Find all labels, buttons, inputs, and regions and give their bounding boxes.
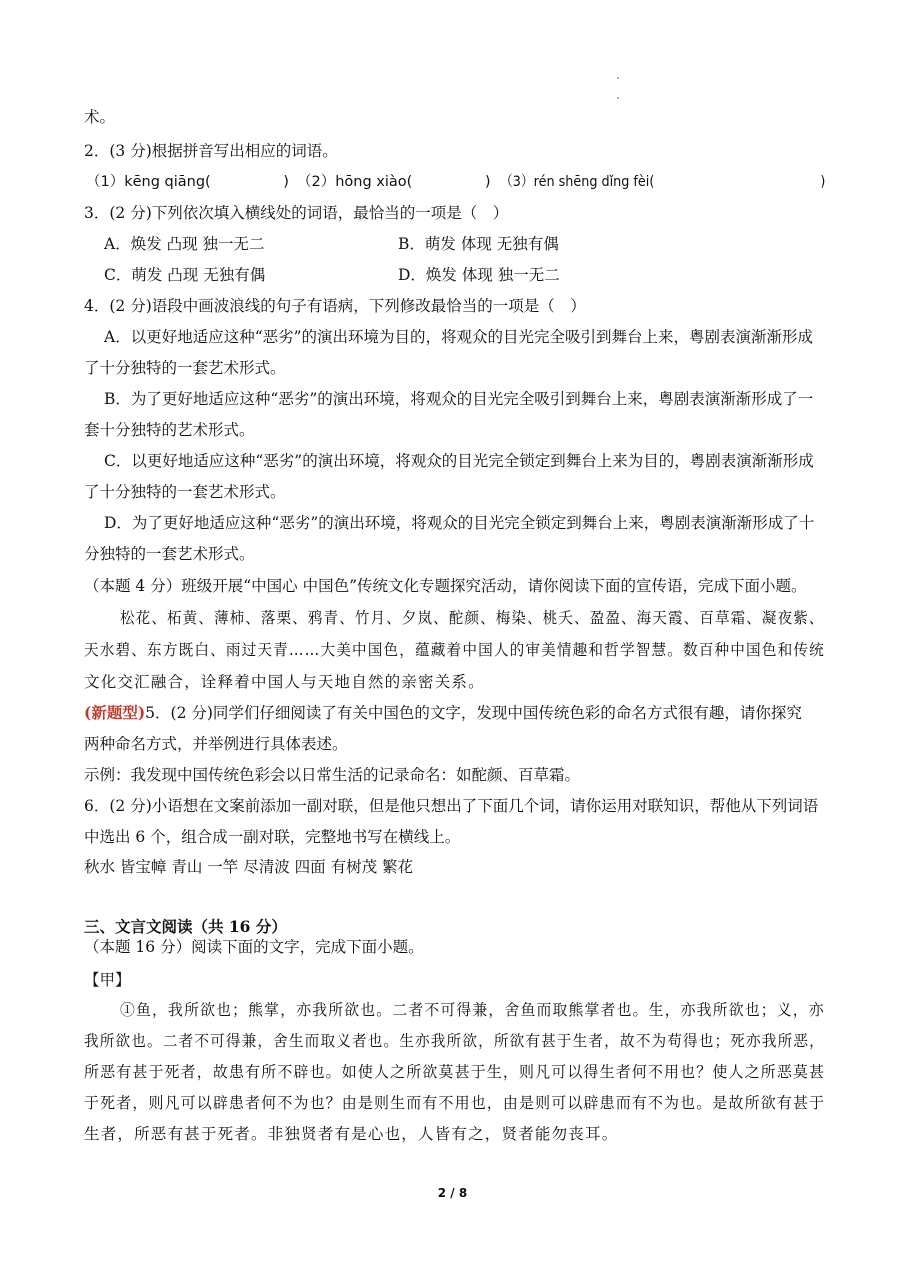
classical-text-line: 于死者，则凡可以辟患者何不为也？由是则生而有不用也，由是则可以辟患而有不为也。是故所欲有甚于	[84, 1094, 826, 1112]
question-5-cont: 两种命名方式，并举例进行具体表述。	[84, 735, 348, 753]
question-3: 3．(2 分)下列依次填入横线处的词语，最恰当的一项是（ ）	[84, 204, 509, 222]
q3-option-c: C．萌发 凸现 无独有偶	[104, 266, 266, 284]
question-4: 4．(2 分)语段中画波浪线的句子有语病，下列修改最恰当的一项是（ ）	[84, 297, 586, 315]
section-3-intro: （本题 16 分）阅读下面的文字，完成下面小题。	[84, 938, 424, 956]
question-6-cont: 中选出 6 个，组合成一副对联，完整地书写在横线上。	[84, 828, 461, 846]
q4-option-b-cont: 套十分独特的艺术形式。	[84, 421, 255, 439]
q4-option-c-cont: 了十分独特的一套艺术形式。	[84, 483, 286, 501]
q3-option-a: A．焕发 凸现 独一无二	[104, 235, 265, 253]
q3-option-d: D．焕发 体现 独一无二	[398, 266, 560, 284]
q4-option-d: D．为了更好地适应这种“恶劣”的演出环境，将观众的目光完全锁定到舞台上来，粤剧表演渐渐形成了十	[104, 514, 815, 532]
passage-line: 天水碧、东方既白、雨过天青……大美中国色，蕴藏着中国人的审美情趣和哲学智慧。数百种中国色和传统	[84, 641, 825, 659]
classical-text-line: 所恶有甚于死者，故患有所不辟也。如使人之所欲莫甚于生，则凡可以得生者何不用也？使人之所恶莫甚	[84, 1063, 826, 1081]
q2-option-1: （1）kēng qiāng( )	[86, 174, 289, 190]
scan-speck	[617, 97, 619, 99]
q3-option-b: B．萌发 体现 无独有偶	[398, 235, 559, 253]
classical-text-line: 我所欲也。二者不可得兼，舍生而取义者也。生亦我所欲，所欲有甚于生者，故不为苟得也；死亦我所恶，	[84, 1032, 825, 1050]
passage-line: 文化交汇融合，诠释着中国人与天地自然的亲密关系。	[84, 673, 485, 691]
q2-option-2: （2）hōng xiào( )	[297, 174, 491, 190]
passage-line: 松花、柘黄、薄柿、落栗、鸦青、竹月、夕岚、酡颜、梅染、桃夭、盈盈、海天霞、百草霜、凝夜紫、	[120, 609, 825, 627]
scan-speck	[617, 77, 619, 79]
q4-option-b: B．为了更好地适应这种“恶劣”的演出环境，将观众的目光完全吸引到舞台上来，粤剧表演渐渐形成了一	[104, 390, 814, 408]
question-2: 2．(3 分)根据拼音写出相应的词语。	[84, 142, 338, 160]
section-3-heading: 三、文言文阅读（共 16 分）	[84, 917, 287, 936]
question-6-words: 秋水 皆宝幛 青山 一竿 尽清波 四面 有树茂 繁花	[84, 858, 413, 876]
q2-option-3: （3）rén shēng dǐng fèi( )	[500, 174, 826, 190]
q4-option-d-cont: 分独特的一套艺术形式。	[84, 545, 255, 563]
page-number: 2 / 8	[437, 1186, 468, 1200]
question-5-text: 5．(2 分)同学们仔细阅读了有关中国色的文字，发现中国传统色彩的命名方式很有趣，请你探究	[145, 704, 802, 722]
classical-text-line: ①鱼，我所欲也；熊掌，亦我所欲也。二者不可得兼，舍鱼而取熊掌者也。生，亦我所欲也；义，亦	[120, 1001, 825, 1019]
passage-label-jia: 【甲】	[84, 971, 131, 989]
q4-option-a: A．以更好地适应这种“恶劣”的演出环境为目的，将观众的目光完全吸引到舞台上来，粤剧表演渐渐形成	[104, 328, 814, 346]
classical-text-line: 生者，所恶有甚于死者。非独贤者有是心也，人皆有之，贤者能勿丧耳。	[84, 1125, 619, 1143]
text-line: 术。	[84, 108, 116, 126]
question-6: 6．(2 分)小语想在文案前添加一副对联，但是他只想出了下面几个词，请你运用对联知识，帮他从下列词语	[84, 797, 819, 815]
new-type-tag: (新题型)	[84, 703, 146, 722]
q4-option-c: C．以更好地适应这种“恶劣”的演出环境，将观众的目光完全锁定到舞台上来为目的，粤剧表演渐渐形成	[104, 452, 814, 470]
q4-option-a-cont: 了十分独特的一套艺术形式。	[84, 359, 286, 377]
question-5	[84, 703, 802, 723]
question-5-example: 示例：我发现中国传统色彩会以日常生活的记录命名：如酡颜、百草霜。	[84, 766, 581, 784]
section-intro: （本题 4 分）班级开展“中国心 中国色”传统文化专题探究活动，请你阅读下面的宣传语，完成下面小题。	[84, 577, 807, 595]
